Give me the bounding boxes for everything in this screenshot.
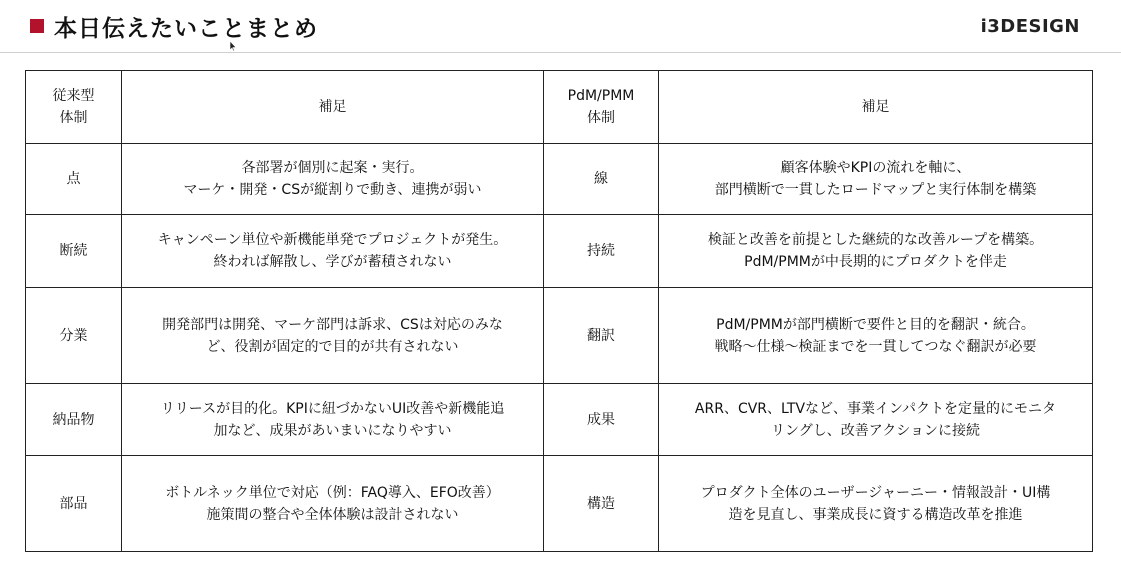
- traditional-note: リリースが目的化。KPIに紐づかないUI改善や新機能追 加など、成果があいまいになりやすい: [122, 384, 544, 456]
- table-row: [26, 215, 1093, 288]
- header-traditional-system: 従来型 体制: [26, 71, 122, 144]
- pdm-label: 翻訳: [544, 288, 659, 384]
- traditional-note: キャンペーン単位や新機能単発でプロジェクトが発生。 終われば解散し、学びが蓄積されない: [122, 215, 544, 288]
- table-row: [26, 456, 1093, 552]
- traditional-label: 納品物: [26, 384, 122, 456]
- slide-header: [0, 0, 1121, 53]
- table-row: [26, 288, 1093, 384]
- comparison-table: [25, 70, 1093, 552]
- red-square-icon: [30, 19, 44, 33]
- table-header-row: [26, 71, 1093, 144]
- traditional-label: 断続: [26, 215, 122, 288]
- slide-title: 本日伝えたいことまとめ: [54, 15, 318, 42]
- header-supplement-1: 補足: [122, 71, 544, 144]
- traditional-label: 点: [26, 144, 122, 215]
- header-supplement-2: 補足: [659, 71, 1093, 144]
- header-pdm-pmm-system: PdM/PMM 体制: [544, 71, 659, 144]
- company-logo: i3DESIGN: [980, 16, 1080, 37]
- pdm-label: 成果: [544, 384, 659, 456]
- slide-title-wrap: [30, 10, 318, 42]
- pdm-note: ARR、CVR、LTVなど、事業インパクトを定量的にモニタ リングし、改善アクションに接続: [659, 384, 1093, 456]
- mouse-pointer-icon: [229, 40, 237, 52]
- traditional-note: 開発部門は開発、マーケ部門は訴求、CSは対応のみな ど、役割が固定的で目的が共有されない: [122, 288, 544, 384]
- traditional-label: 分業: [26, 288, 122, 384]
- pdm-note: プロダクト全体のユーザージャーニー・情報設計・UI構 造を見直し、事業成長に資する構造改革を推進: [659, 456, 1093, 552]
- pdm-note: 検証と改善を前提とした継続的な改善ループを構築。 PdM/PMMが中長期的にプロダクトを伴走: [659, 215, 1093, 288]
- pdm-note: 顧客体験やKPIの流れを軸に、 部門横断で一貫したロードマップと実行体制を構築: [659, 144, 1093, 215]
- traditional-note: 各部署が個別に起案・実行。 マーケ・開発・CSが縦割りで動き、連携が弱い: [122, 144, 544, 215]
- pdm-label: 線: [544, 144, 659, 215]
- pdm-note: PdM/PMMが部門横断で要件と目的を翻訳・統合。 戦略〜仕様〜検証までを一貫してつなぐ翻訳が必要: [659, 288, 1093, 384]
- traditional-note: ボトルネック単位で対応（例：FAQ導入、EFO改善） 施策間の整合や全体体験は設計されない: [122, 456, 544, 552]
- traditional-label: 部品: [26, 456, 122, 552]
- pdm-label: 構造: [544, 456, 659, 552]
- table-row: [26, 144, 1093, 215]
- table-row: [26, 384, 1093, 456]
- pdm-label: 持続: [544, 215, 659, 288]
